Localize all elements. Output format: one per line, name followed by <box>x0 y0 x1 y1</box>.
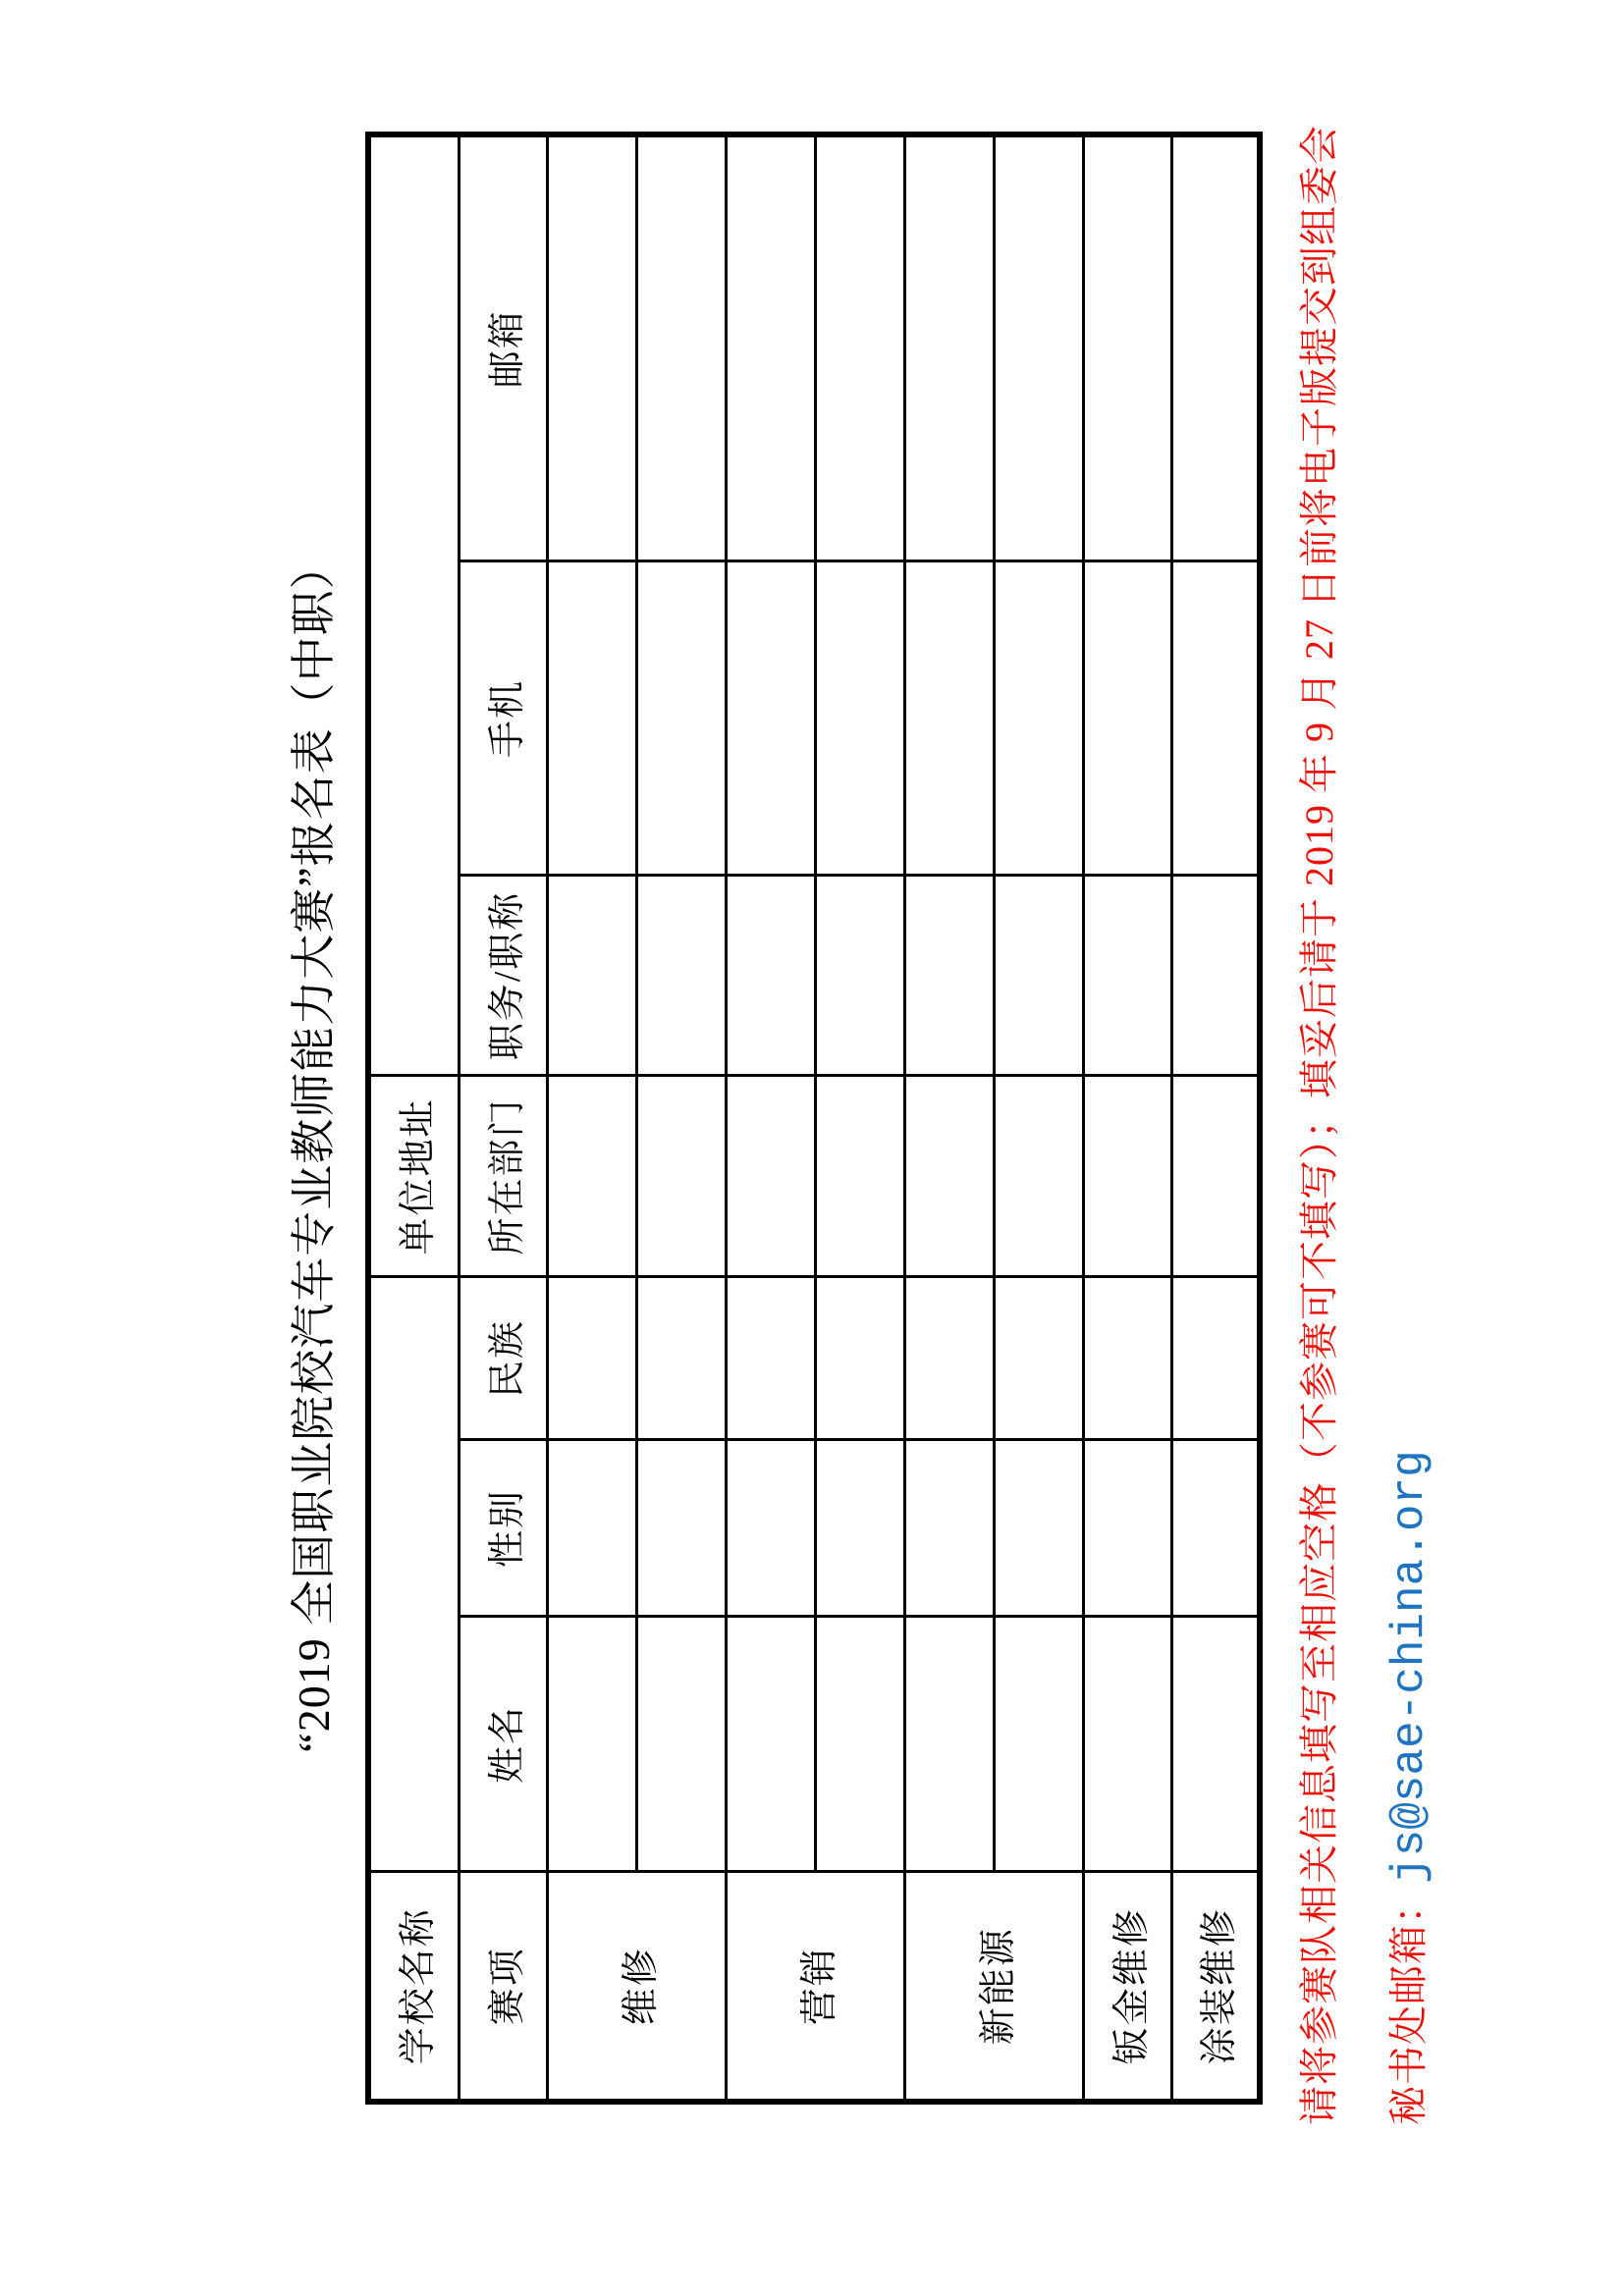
cell-empty <box>1083 1076 1171 1277</box>
unit-address-value-cell <box>368 134 459 1076</box>
header-email: 邮箱 <box>459 134 547 561</box>
cell-empty <box>994 1440 1083 1617</box>
table-row <box>636 134 726 2102</box>
cell-empty <box>636 1440 726 1617</box>
cell-empty <box>1171 1617 1260 1872</box>
cell-empty <box>1171 1440 1260 1617</box>
table-row <box>368 134 459 2102</box>
table-row <box>815 134 904 2102</box>
header-event: 赛项 <box>459 1872 547 2102</box>
cell-empty <box>636 1617 726 1872</box>
cell-empty <box>904 1277 994 1440</box>
cell-empty <box>1083 1617 1171 1872</box>
cell-empty <box>1171 1076 1260 1277</box>
event-repair: 维修 <box>547 1872 726 2102</box>
cell-empty <box>1171 561 1260 876</box>
cell-empty <box>547 561 636 876</box>
header-mobile: 手机 <box>459 561 547 876</box>
table-row <box>904 134 994 2102</box>
cell-empty <box>547 1277 636 1440</box>
cell-empty <box>904 1617 994 1872</box>
cell-empty <box>904 876 994 1076</box>
registration-table <box>365 132 1263 2105</box>
cell-empty <box>994 1277 1083 1440</box>
cell-empty <box>815 1440 904 1617</box>
header-name: 姓名 <box>459 1617 547 1872</box>
cell-empty <box>636 876 726 1076</box>
cell-empty <box>815 134 904 561</box>
cell-empty <box>726 134 815 561</box>
secretariat-email-address: js@sae-china.org <box>1384 1450 1435 1884</box>
event-sheet-metal: 钣金维修 <box>1083 1872 1171 2102</box>
cell-empty <box>1083 876 1171 1076</box>
note-secretariat-email <box>1384 1450 1435 2125</box>
cell-empty <box>726 876 815 1076</box>
cell-empty <box>815 876 904 1076</box>
cell-empty <box>547 134 636 561</box>
cell-empty <box>547 1440 636 1617</box>
cell-empty <box>636 134 726 561</box>
cell-empty <box>815 561 904 876</box>
cell-empty <box>904 1440 994 1617</box>
cell-empty <box>994 1076 1083 1277</box>
note-fill-instruction: 请将参赛队相关信息填写至相应空格（不参赛可不填写）；填妥后请于 2019 年 9 月 27 日前将电子版提交到组委会 <box>1297 125 1341 2125</box>
cell-empty <box>636 1076 726 1277</box>
table-row <box>547 134 636 2102</box>
cell-empty <box>994 561 1083 876</box>
cell-empty <box>1171 876 1260 1076</box>
cell-empty <box>815 1277 904 1440</box>
page-title: “2019 全国职业院校汽车专业教师能力大赛”报名表（中职） <box>289 543 339 1753</box>
cell-empty <box>904 561 994 876</box>
header-ethnicity: 民族 <box>459 1277 547 1440</box>
cell-empty <box>994 134 1083 561</box>
cell-empty <box>904 134 994 561</box>
cell-empty <box>1171 134 1260 561</box>
cell-empty <box>726 1617 815 1872</box>
table-row <box>726 134 815 2102</box>
cell-empty <box>636 1277 726 1440</box>
cell-empty <box>1083 134 1171 561</box>
cell-empty <box>726 1277 815 1440</box>
cell-empty <box>994 1617 1083 1872</box>
cell-empty <box>815 1076 904 1277</box>
school-name-label: 学校名称 <box>368 1872 459 2102</box>
event-new-energy: 新能源 <box>904 1872 1083 2102</box>
cell-empty <box>1083 561 1171 876</box>
cell-empty <box>547 1076 636 1277</box>
header-gender: 性别 <box>459 1440 547 1617</box>
cell-empty <box>636 561 726 876</box>
cell-empty <box>1083 1277 1171 1440</box>
cell-empty <box>547 1617 636 1872</box>
table-header-row <box>459 134 547 2102</box>
table-row <box>994 134 1083 2102</box>
cell-empty <box>726 1076 815 1277</box>
event-marketing: 营销 <box>726 1872 904 2102</box>
table-row <box>1171 134 1260 2102</box>
event-painting: 涂装维修 <box>1171 1872 1260 2102</box>
cell-empty <box>994 876 1083 1076</box>
header-department: 所在部门 <box>459 1076 547 1277</box>
cell-empty <box>726 1440 815 1617</box>
cell-empty <box>815 1617 904 1872</box>
header-position: 职务/职称 <box>459 876 547 1076</box>
cell-empty <box>547 876 636 1076</box>
school-name-value-cell <box>368 1277 459 1872</box>
unit-address-label: 单位地址 <box>368 1076 459 1277</box>
table-row <box>1083 134 1171 2102</box>
secretariat-email-label: 秘书处邮箱： <box>1386 1884 1431 2125</box>
cell-empty <box>1171 1277 1260 1440</box>
cell-empty <box>726 561 815 876</box>
cell-empty <box>1083 1440 1171 1617</box>
cell-empty <box>904 1076 994 1277</box>
